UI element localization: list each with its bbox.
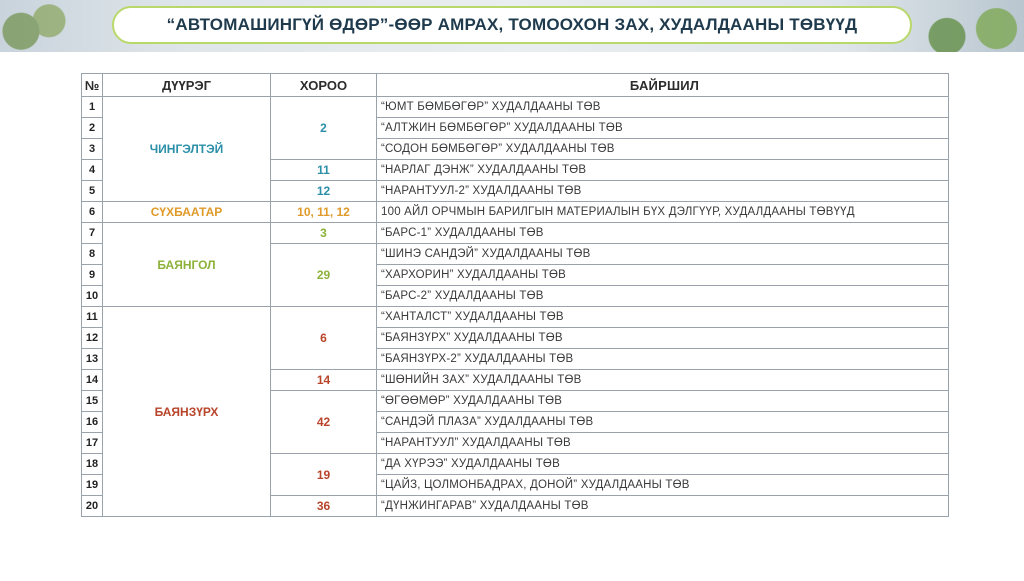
location-cell: 100 АЙЛ ОРЧМЫН БАРИЛГЫН МАТЕРИАЛЫН БҮХ ДЭЛГҮҮР, ХУДАЛДААНЫ ТӨВҮҮД: [377, 202, 949, 223]
row-number: 17: [82, 433, 103, 454]
khoroo-cell: 36: [271, 496, 377, 517]
row-number: 8: [82, 244, 103, 265]
page-title: “АВТОМАШИНГҮЙ ӨДӨР”-ӨӨР АМРАХ, ТОМООХОН ЗАХ, ХУДАЛДААНЫ ТӨВҮҮД: [112, 6, 912, 44]
row-number: 11: [82, 307, 103, 328]
khoroo-cell: 3: [271, 223, 377, 244]
trees-decoration-right: [914, 0, 1024, 52]
location-cell: “ЦАЙЗ, ЦОЛМОНБАДРАХ, ДОНОЙ” ХУДАЛДААНЫ ТӨВ: [377, 475, 949, 496]
khoroo-cell: 42: [271, 391, 377, 454]
row-number: 3: [82, 139, 103, 160]
row-number: 18: [82, 454, 103, 475]
header-khoroo: ХОРОО: [271, 74, 377, 97]
khoroo-cell: 29: [271, 244, 377, 307]
row-number: 10: [82, 286, 103, 307]
location-cell: “ХАРХОРИН” ХУДАЛДААНЫ ТӨВ: [377, 265, 949, 286]
location-cell: “БАЯНЗҮРХ-2” ХУДАЛДААНЫ ТӨВ: [377, 349, 949, 370]
khoroo-cell: 19: [271, 454, 377, 496]
table-row: [82, 223, 949, 244]
row-number: 19: [82, 475, 103, 496]
location-cell: “СОДОН БӨМБӨГӨР” ХУДАЛДААНЫ ТӨВ: [377, 139, 949, 160]
khoroo-cell: 10, 11, 12: [271, 202, 377, 223]
row-number: 7: [82, 223, 103, 244]
district-cell: БАЯНЗҮРХ: [103, 307, 271, 517]
table-row: [82, 307, 949, 328]
table-row: [82, 97, 949, 118]
table-header-row: [82, 74, 949, 97]
district-cell: ЧИНГЭЛТЭЙ: [103, 97, 271, 202]
location-cell: “НАРАНТУУЛ” ХУДАЛДААНЫ ТӨВ: [377, 433, 949, 454]
header-no: №: [82, 74, 103, 97]
row-number: 6: [82, 202, 103, 223]
location-cell: “ХАНТАЛСТ” ХУДАЛДААНЫ ТӨВ: [377, 307, 949, 328]
row-number: 4: [82, 160, 103, 181]
location-cell: “НАРЛАГ ДЭНЖ” ХУДАЛДААНЫ ТӨВ: [377, 160, 949, 181]
location-cell: “ДҮНЖИНГАРАВ” ХУДАЛДААНЫ ТӨВ: [377, 496, 949, 517]
trees-decoration-left: [0, 0, 70, 52]
location-cell: “ЮМТ БӨМБӨГӨР” ХУДАЛДААНЫ ТӨВ: [377, 97, 949, 118]
location-cell: “БАРС-2” ХУДАЛДААНЫ ТӨВ: [377, 286, 949, 307]
district-cell: СҮХБААТАР: [103, 202, 271, 223]
khoroo-cell: 2: [271, 97, 377, 160]
row-number: 20: [82, 496, 103, 517]
khoroo-cell: 12: [271, 181, 377, 202]
header-district: ДҮҮРЭГ: [103, 74, 271, 97]
row-number: 9: [82, 265, 103, 286]
khoroo-cell: 14: [271, 370, 377, 391]
location-cell: “ШИНЭ САНДЭЙ” ХУДАЛДААНЫ ТӨВ: [377, 244, 949, 265]
khoroo-cell: 11: [271, 160, 377, 181]
header-location: БАЙРШИЛ: [377, 74, 949, 97]
row-number: 12: [82, 328, 103, 349]
location-cell: “САНДЭЙ ПЛАЗА” ХУДАЛДААНЫ ТӨВ: [377, 412, 949, 433]
row-number: 13: [82, 349, 103, 370]
location-cell: “ШӨНИЙН ЗАХ” ХУДАЛДААНЫ ТӨВ: [377, 370, 949, 391]
location-cell: “ӨГӨӨМӨР” ХУДАЛДААНЫ ТӨВ: [377, 391, 949, 412]
row-number: 5: [82, 181, 103, 202]
table-row: [82, 202, 949, 223]
location-cell: “ДА ХҮРЭЭ” ХУДАЛДААНЫ ТӨВ: [377, 454, 949, 475]
row-number: 15: [82, 391, 103, 412]
row-number: 2: [82, 118, 103, 139]
location-cell: “БАЯНЗҮРХ” ХУДАЛДААНЫ ТӨВ: [377, 328, 949, 349]
district-cell: БАЯНГОЛ: [103, 223, 271, 307]
khoroo-cell: 6: [271, 307, 377, 370]
row-number: 16: [82, 412, 103, 433]
locations-table: [81, 73, 949, 517]
location-cell: “БАРС-1” ХУДАЛДААНЫ ТӨВ: [377, 223, 949, 244]
location-cell: “НАРАНТУУЛ-2” ХУДАЛДААНЫ ТӨВ: [377, 181, 949, 202]
row-number: 1: [82, 97, 103, 118]
location-cell: “АЛТЖИН БӨМБӨГӨР” ХУДАЛДААНЫ ТӨВ: [377, 118, 949, 139]
row-number: 14: [82, 370, 103, 391]
